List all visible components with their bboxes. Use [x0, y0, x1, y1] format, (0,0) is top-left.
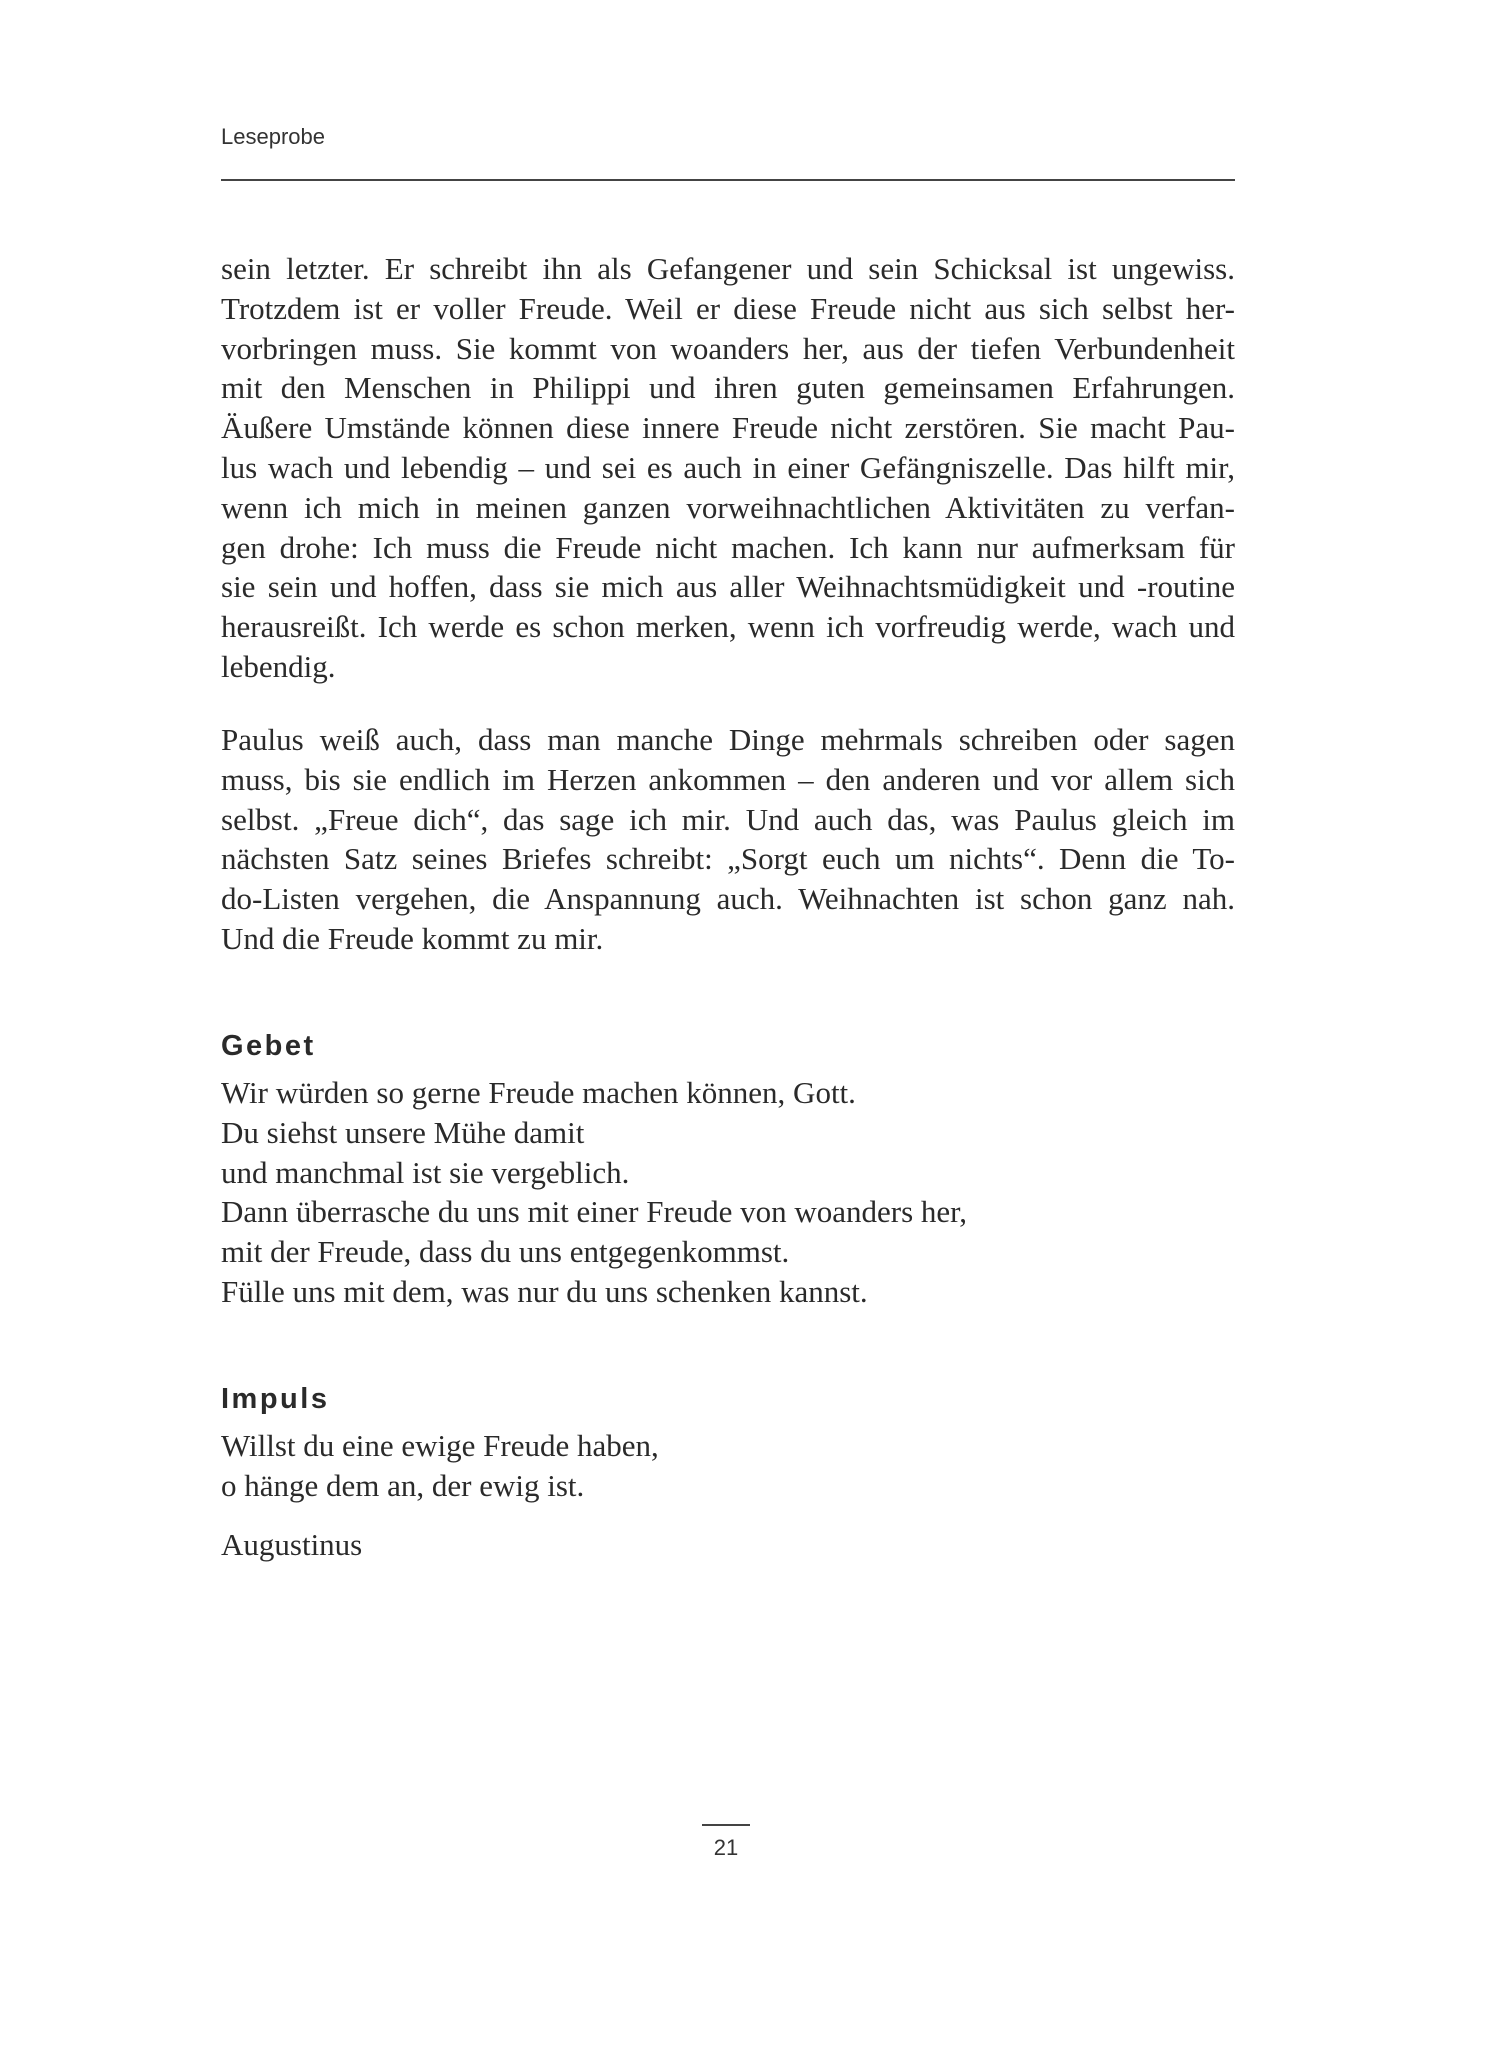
text-line: lebendig.	[221, 648, 336, 684]
quote-author: Augustinus	[221, 1527, 363, 1562]
text-line: nächsten Satz seines Briefes schreibt: „Sorgt euch um nichts“. Denn die To-	[221, 841, 1235, 877]
text-line: sie sein und hoffen, dass sie mich aus aller Weihnachtsmüdigkeit und -routine	[221, 569, 1235, 605]
prayer-line: Dann überrasche du uns mit einer Freude von woanders her,	[221, 1194, 967, 1230]
quote-line: Willst du eine ewige Freude haben,	[221, 1428, 659, 1463]
prayer-line: Fülle uns mit dem, was nur du uns schenken kannst.	[221, 1273, 868, 1309]
prayer-line: Du siehst unsere Mühe damit	[221, 1114, 585, 1150]
prayer-line: und manchmal ist sie vergeblich.	[221, 1154, 630, 1190]
quote-line: o hänge dem an, der ewig ist.	[221, 1467, 585, 1503]
text-line: selbst. „Freue dich“, das sage ich mir. Und auch das, was Paulus gleich im	[221, 801, 1235, 837]
header-rule	[221, 179, 1235, 181]
text-line: lus wach und lebendig – und sei es auch in einer Gefängniszelle. Das hilft mir,	[221, 449, 1235, 485]
page-number: 21	[713, 1835, 739, 1860]
text-line: wenn ich mich in meinen ganzen vorweihnachtlichen Aktivitäten zu verfan-	[221, 489, 1235, 525]
prayer-line: mit der Freude, dass du uns entgegenkommst.	[221, 1234, 790, 1270]
text-line: gen drohe: Ich muss die Freude nicht machen. Ich kann nur aufmerksam für	[221, 529, 1235, 565]
text-line: do-Listen vergehen, die Anspannung auch. Weihnachten ist schon ganz nah.	[221, 881, 1235, 917]
footer-rule	[702, 1824, 750, 1826]
prayer-text	[221, 1073, 967, 1312]
text-line: herausreißt. Ich werde es schon merken, wenn ich vorfreudig werde, wach und	[221, 609, 1235, 645]
body-paragraph	[221, 720, 1235, 959]
text-line: Und die Freude kommt zu mir.	[221, 920, 604, 956]
prayer-line: Wir würden so gerne Freude machen können, Gott.	[221, 1075, 856, 1110]
running-head: Leseprobe	[221, 124, 325, 149]
impulse-quote	[221, 1426, 659, 1506]
text-line: muss, bis sie endlich im Herzen ankommen – den anderen und vor allem sich	[221, 761, 1235, 797]
text-line: sein letzter. Er schreibt ihn als Gefangener und sein Schicksal ist ungewiss.	[221, 251, 1235, 286]
body-paragraph	[221, 249, 1235, 687]
section-heading-prayer: Gebet	[221, 1030, 316, 1062]
text-line: Äußere Umstände können diese innere Freude nicht zerstören. Sie macht Pau-	[221, 410, 1235, 446]
text-line: Paulus weiß auch, dass man manche Dinge mehrmals schreiben oder sagen	[221, 722, 1235, 757]
text-line: mit den Menschen in Philippi und ihren guten gemeinsamen Erfahrungen.	[221, 370, 1235, 406]
section-heading-impulse: Impuls	[221, 1383, 330, 1415]
text-line: vorbringen muss. Sie kommt von woanders her, aus der tiefen Verbundenheit	[221, 330, 1235, 366]
text-line: Trotzdem ist er voller Freude. Weil er diese Freude nicht aus sich selbst her-	[221, 290, 1235, 326]
